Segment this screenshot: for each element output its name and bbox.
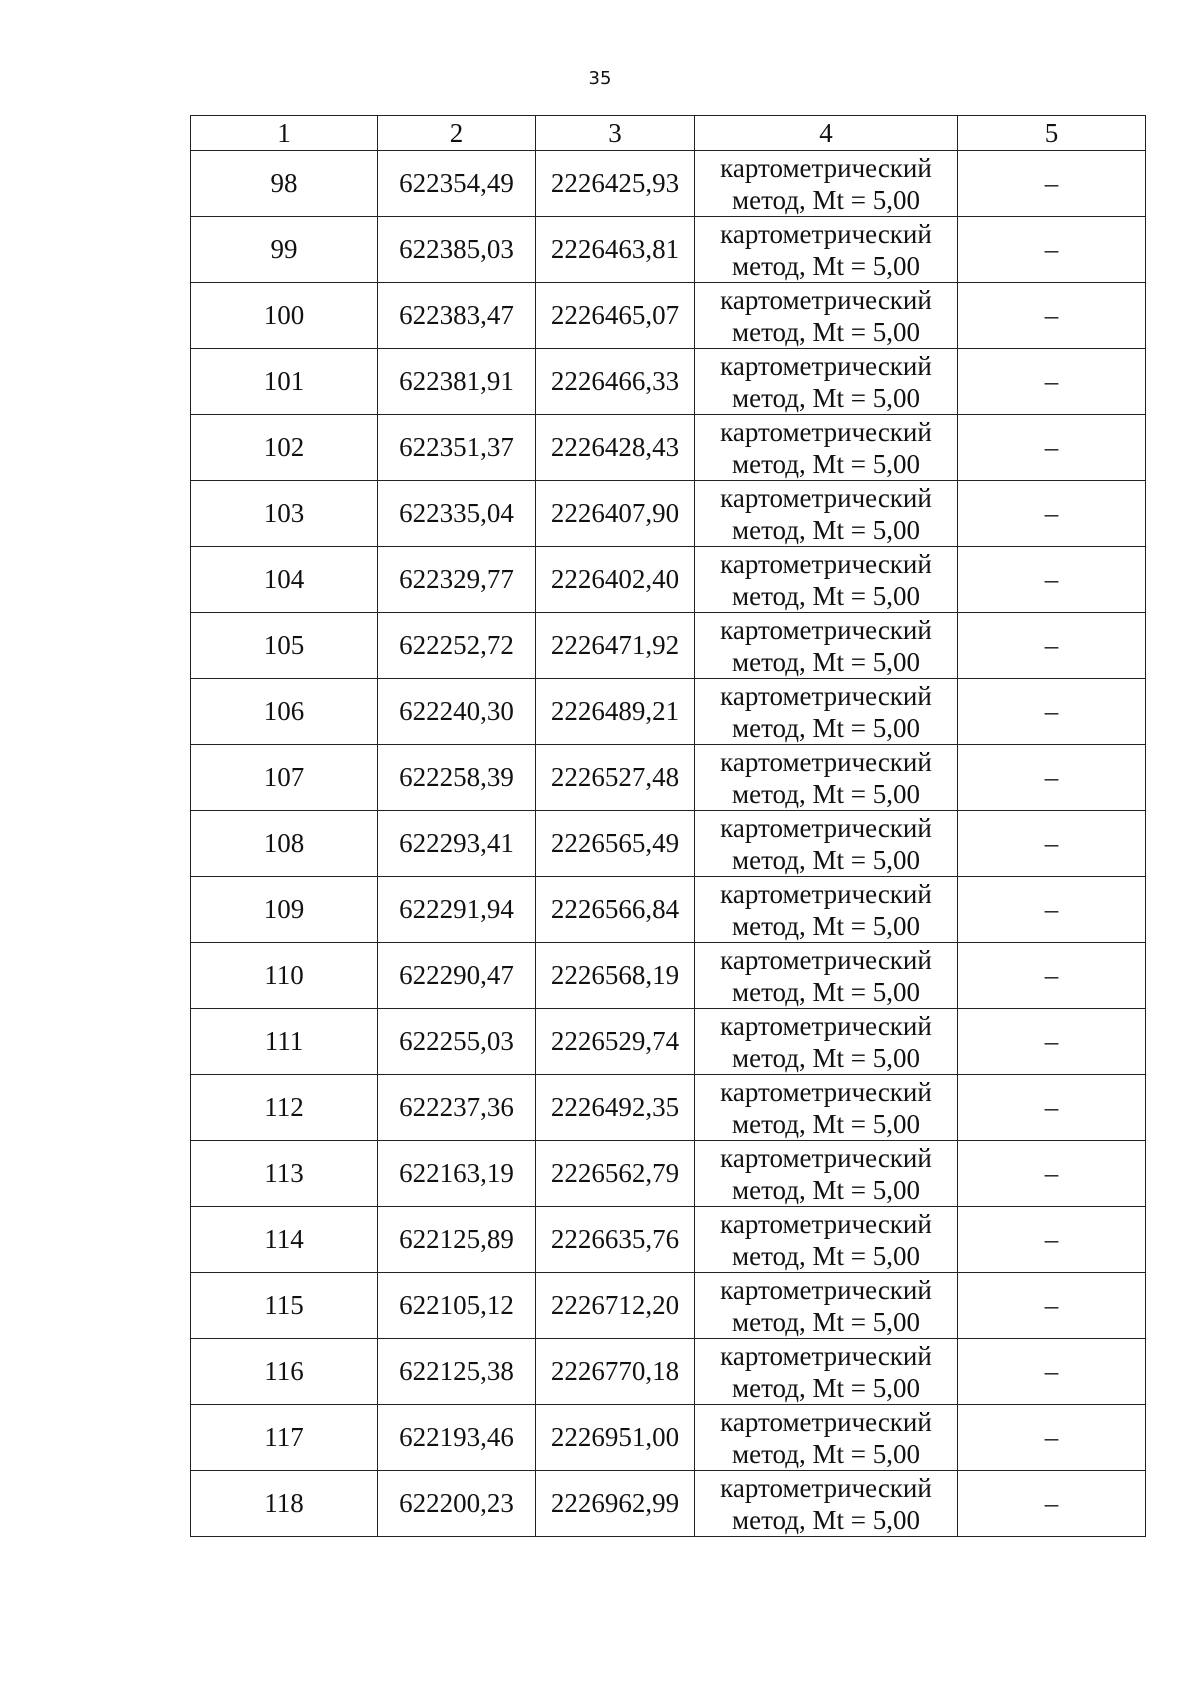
x-coordinate-cell: 622293,41 bbox=[378, 811, 536, 877]
table-row bbox=[191, 943, 1146, 1009]
method-line-1: картометрический bbox=[720, 944, 932, 975]
method-line-2: метод, Mt = 5,00 bbox=[732, 646, 920, 677]
method-line-1: картометрический bbox=[720, 416, 932, 447]
x-coordinate-cell: 622193,46 bbox=[378, 1405, 536, 1471]
method-cell bbox=[695, 811, 958, 877]
method-line-1: картометрический bbox=[720, 1142, 932, 1173]
method-cell bbox=[695, 481, 958, 547]
method-line-1: картометрический bbox=[720, 548, 932, 579]
method-cell bbox=[695, 1339, 958, 1405]
method-line-2: метод, Mt = 5,00 bbox=[732, 514, 920, 545]
method-line-2: метод, Mt = 5,00 bbox=[732, 1174, 920, 1205]
x-coordinate-cell: 622381,91 bbox=[378, 349, 536, 415]
y-coordinate-cell: 2226466,33 bbox=[536, 349, 695, 415]
method-line-2: метод, Mt = 5,00 bbox=[732, 580, 920, 611]
method-cell bbox=[695, 877, 958, 943]
note-cell: – bbox=[958, 1075, 1146, 1141]
method-line-1: картометрический bbox=[720, 1076, 932, 1107]
table-row bbox=[191, 1273, 1146, 1339]
method-line-2: метод, Mt = 5,00 bbox=[732, 712, 920, 743]
note-cell: – bbox=[958, 1471, 1146, 1537]
coordinates-table bbox=[190, 115, 1146, 1537]
method-line-1: картометрический bbox=[720, 482, 932, 513]
note-cell: – bbox=[958, 613, 1146, 679]
y-coordinate-cell: 2226407,90 bbox=[536, 481, 695, 547]
table-row bbox=[191, 1339, 1146, 1405]
method-cell bbox=[695, 217, 958, 283]
note-cell: – bbox=[958, 1009, 1146, 1075]
method-line-2: метод, Mt = 5,00 bbox=[732, 316, 920, 347]
point-number-cell: 113 bbox=[191, 1141, 378, 1207]
method-line-2: метод, Mt = 5,00 bbox=[732, 184, 920, 215]
method-line-1: картометрический bbox=[720, 1274, 932, 1305]
method-cell bbox=[695, 1273, 958, 1339]
table-row bbox=[191, 547, 1146, 613]
method-line-1: картометрический bbox=[720, 1010, 932, 1041]
y-coordinate-cell: 2226489,21 bbox=[536, 679, 695, 745]
method-line-1: картометрический bbox=[720, 614, 932, 645]
header-col-4: 4 bbox=[695, 116, 958, 151]
note-cell: – bbox=[958, 349, 1146, 415]
method-cell bbox=[695, 547, 958, 613]
method-line-1: картометрический bbox=[720, 1406, 932, 1437]
x-coordinate-cell: 622354,49 bbox=[378, 151, 536, 217]
note-cell: – bbox=[958, 547, 1146, 613]
table-row bbox=[191, 1207, 1146, 1273]
method-cell bbox=[695, 349, 958, 415]
y-coordinate-cell: 2226492,35 bbox=[536, 1075, 695, 1141]
table-row bbox=[191, 217, 1146, 283]
method-cell bbox=[695, 1471, 958, 1537]
method-cell bbox=[695, 1141, 958, 1207]
x-coordinate-cell: 622252,72 bbox=[378, 613, 536, 679]
table-row bbox=[191, 349, 1146, 415]
y-coordinate-cell: 2226402,40 bbox=[536, 547, 695, 613]
x-coordinate-cell: 622329,77 bbox=[378, 547, 536, 613]
y-coordinate-cell: 2226962,99 bbox=[536, 1471, 695, 1537]
x-coordinate-cell: 622351,37 bbox=[378, 415, 536, 481]
point-number-cell: 117 bbox=[191, 1405, 378, 1471]
table-row bbox=[191, 415, 1146, 481]
table-row bbox=[191, 1141, 1146, 1207]
x-coordinate-cell: 622105,12 bbox=[378, 1273, 536, 1339]
method-cell bbox=[695, 283, 958, 349]
note-cell: – bbox=[958, 943, 1146, 1009]
header-col-1: 1 bbox=[191, 116, 378, 151]
header-col-5: 5 bbox=[958, 116, 1146, 151]
method-line-2: метод, Mt = 5,00 bbox=[732, 1042, 920, 1073]
point-number-cell: 114 bbox=[191, 1207, 378, 1273]
x-coordinate-cell: 622258,39 bbox=[378, 745, 536, 811]
note-cell: – bbox=[958, 1207, 1146, 1273]
note-cell: – bbox=[958, 877, 1146, 943]
method-line-2: метод, Mt = 5,00 bbox=[732, 250, 920, 281]
point-number-cell: 98 bbox=[191, 151, 378, 217]
note-cell: – bbox=[958, 1141, 1146, 1207]
point-number-cell: 109 bbox=[191, 877, 378, 943]
method-cell bbox=[695, 745, 958, 811]
table-body bbox=[191, 151, 1146, 1537]
method-line-1: картометрический bbox=[720, 152, 932, 183]
method-line-2: метод, Mt = 5,00 bbox=[732, 1372, 920, 1403]
note-cell: – bbox=[958, 1339, 1146, 1405]
table-row bbox=[191, 745, 1146, 811]
y-coordinate-cell: 2226565,49 bbox=[536, 811, 695, 877]
table-row bbox=[191, 481, 1146, 547]
method-cell bbox=[695, 1075, 958, 1141]
method-line-2: метод, Mt = 5,00 bbox=[732, 778, 920, 809]
method-line-1: картометрический bbox=[720, 812, 932, 843]
point-number-cell: 99 bbox=[191, 217, 378, 283]
note-cell: – bbox=[958, 283, 1146, 349]
table-row bbox=[191, 811, 1146, 877]
table-row bbox=[191, 1009, 1146, 1075]
x-coordinate-cell: 622385,03 bbox=[378, 217, 536, 283]
table-row bbox=[191, 1405, 1146, 1471]
y-coordinate-cell: 2226635,76 bbox=[536, 1207, 695, 1273]
method-cell bbox=[695, 1009, 958, 1075]
note-cell: – bbox=[958, 415, 1146, 481]
x-coordinate-cell: 622335,04 bbox=[378, 481, 536, 547]
table-row bbox=[191, 679, 1146, 745]
method-line-1: картометрический bbox=[720, 284, 932, 315]
x-coordinate-cell: 622291,94 bbox=[378, 877, 536, 943]
note-cell: – bbox=[958, 745, 1146, 811]
table-row bbox=[191, 877, 1146, 943]
method-line-2: метод, Mt = 5,00 bbox=[732, 1306, 920, 1337]
method-cell bbox=[695, 613, 958, 679]
table-row bbox=[191, 151, 1146, 217]
method-line-2: метод, Mt = 5,00 bbox=[732, 844, 920, 875]
page-number: 35 bbox=[588, 68, 612, 89]
point-number-cell: 115 bbox=[191, 1273, 378, 1339]
method-line-1: картометрический bbox=[720, 1208, 932, 1239]
y-coordinate-cell: 2226566,84 bbox=[536, 877, 695, 943]
method-line-1: картометрический bbox=[720, 350, 932, 381]
point-number-cell: 118 bbox=[191, 1471, 378, 1537]
table-row bbox=[191, 1471, 1146, 1537]
x-coordinate-cell: 622290,47 bbox=[378, 943, 536, 1009]
method-line-1: картометрический bbox=[720, 1340, 932, 1371]
method-line-1: картометрический bbox=[720, 746, 932, 777]
point-number-cell: 111 bbox=[191, 1009, 378, 1075]
method-line-2: метод, Mt = 5,00 bbox=[732, 910, 920, 941]
point-number-cell: 104 bbox=[191, 547, 378, 613]
y-coordinate-cell: 2226712,20 bbox=[536, 1273, 695, 1339]
y-coordinate-cell: 2226562,79 bbox=[536, 1141, 695, 1207]
header-row bbox=[191, 116, 1146, 151]
y-coordinate-cell: 2226529,74 bbox=[536, 1009, 695, 1075]
method-line-2: метод, Mt = 5,00 bbox=[732, 448, 920, 479]
table-row bbox=[191, 283, 1146, 349]
point-number-cell: 106 bbox=[191, 679, 378, 745]
note-cell: – bbox=[958, 811, 1146, 877]
header-col-2: 2 bbox=[378, 116, 536, 151]
x-coordinate-cell: 622255,03 bbox=[378, 1009, 536, 1075]
point-number-cell: 107 bbox=[191, 745, 378, 811]
y-coordinate-cell: 2226770,18 bbox=[536, 1339, 695, 1405]
x-coordinate-cell: 622383,47 bbox=[378, 283, 536, 349]
point-number-cell: 105 bbox=[191, 613, 378, 679]
point-number-cell: 108 bbox=[191, 811, 378, 877]
note-cell: – bbox=[958, 1405, 1146, 1471]
method-line-1: картометрический bbox=[720, 1472, 932, 1503]
point-number-cell: 112 bbox=[191, 1075, 378, 1141]
note-cell: – bbox=[958, 1273, 1146, 1339]
method-line-2: метод, Mt = 5,00 bbox=[732, 976, 920, 1007]
y-coordinate-cell: 2226465,07 bbox=[536, 283, 695, 349]
method-cell bbox=[695, 151, 958, 217]
point-number-cell: 110 bbox=[191, 943, 378, 1009]
method-cell bbox=[695, 679, 958, 745]
point-number-cell: 116 bbox=[191, 1339, 378, 1405]
y-coordinate-cell: 2226951,00 bbox=[536, 1405, 695, 1471]
x-coordinate-cell: 622200,23 bbox=[378, 1471, 536, 1537]
method-line-2: метод, Mt = 5,00 bbox=[732, 1438, 920, 1469]
note-cell: – bbox=[958, 151, 1146, 217]
x-coordinate-cell: 622237,36 bbox=[378, 1075, 536, 1141]
method-cell bbox=[695, 1405, 958, 1471]
note-cell: – bbox=[958, 481, 1146, 547]
method-line-2: метод, Mt = 5,00 bbox=[732, 1108, 920, 1139]
method-line-1: картометрический bbox=[720, 878, 932, 909]
point-number-cell: 103 bbox=[191, 481, 378, 547]
x-coordinate-cell: 622125,89 bbox=[378, 1207, 536, 1273]
table-row bbox=[191, 1075, 1146, 1141]
point-number-cell: 102 bbox=[191, 415, 378, 481]
point-number-cell: 101 bbox=[191, 349, 378, 415]
note-cell: – bbox=[958, 679, 1146, 745]
y-coordinate-cell: 2226428,43 bbox=[536, 415, 695, 481]
method-line-2: метод, Mt = 5,00 bbox=[732, 382, 920, 413]
x-coordinate-cell: 622240,30 bbox=[378, 679, 536, 745]
method-cell bbox=[695, 943, 958, 1009]
y-coordinate-cell: 2226425,93 bbox=[536, 151, 695, 217]
method-line-2: метод, Mt = 5,00 bbox=[732, 1504, 920, 1535]
note-cell: – bbox=[958, 217, 1146, 283]
method-cell bbox=[695, 1207, 958, 1273]
y-coordinate-cell: 2226527,48 bbox=[536, 745, 695, 811]
method-cell bbox=[695, 415, 958, 481]
method-line-1: картометрический bbox=[720, 218, 932, 249]
table-row bbox=[191, 613, 1146, 679]
method-line-1: картометрический bbox=[720, 680, 932, 711]
y-coordinate-cell: 2226471,92 bbox=[536, 613, 695, 679]
x-coordinate-cell: 622125,38 bbox=[378, 1339, 536, 1405]
method-line-2: метод, Mt = 5,00 bbox=[732, 1240, 920, 1271]
x-coordinate-cell: 622163,19 bbox=[378, 1141, 536, 1207]
y-coordinate-cell: 2226463,81 bbox=[536, 217, 695, 283]
header-col-3: 3 bbox=[536, 116, 695, 151]
point-number-cell: 100 bbox=[191, 283, 378, 349]
y-coordinate-cell: 2226568,19 bbox=[536, 943, 695, 1009]
